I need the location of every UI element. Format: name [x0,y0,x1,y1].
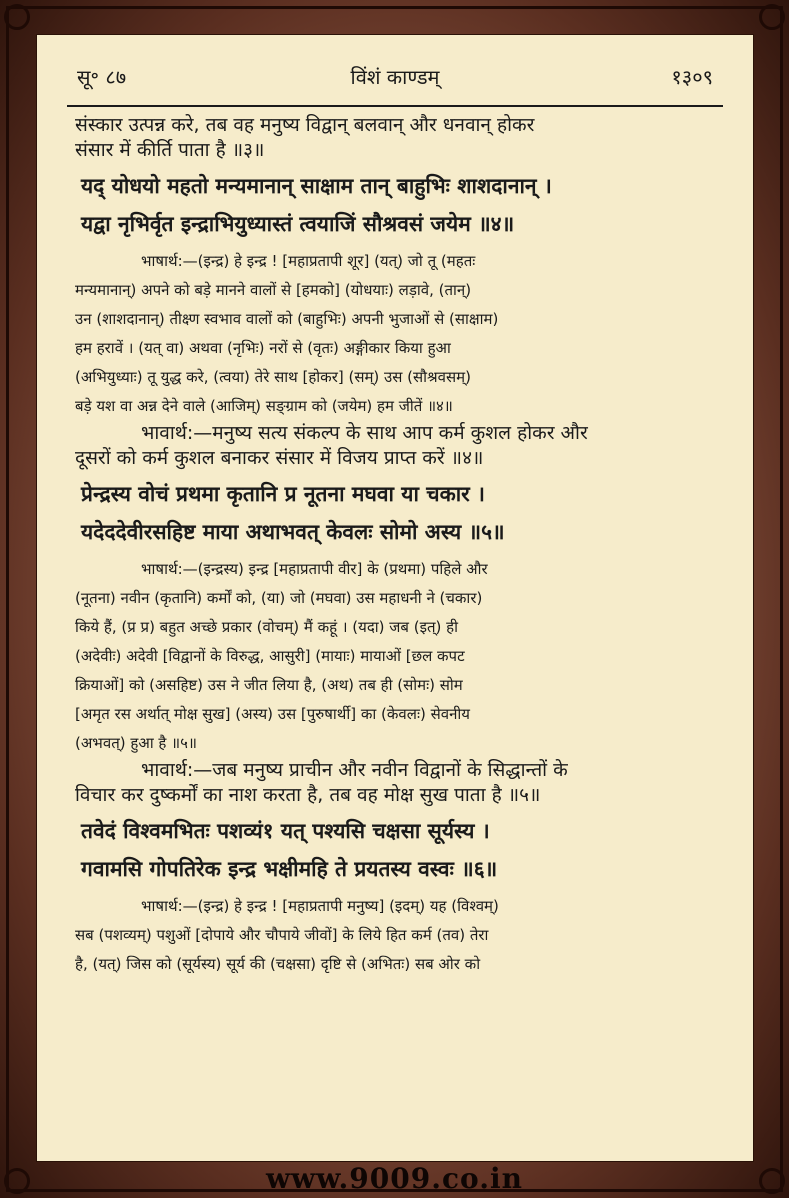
bhasharth-line: हम हरावें । (यत् वा) अथवा (नृभिः) नरों से (वृतः) अङ्गीकार किया हुआ [75,339,451,357]
bhasharth-line: भाषार्थ:—(इन्द्र) हे इन्द्र ! [महाप्रतापी मनुष्य] (इदम्) यह (विश्वम्) [141,897,499,915]
corner-ornament-icon [4,4,30,30]
website-watermark: www.9009.co.in [266,1162,523,1195]
corner-ornament-icon [759,4,785,30]
bhasharth-line: उन (शाशदानान्) तीक्ष्ण स्वभाव वालों को (बाहुभिः) अपनी भुजाओं से (साक्षाम) [75,310,499,328]
bhasharth-line: भाषार्थ:—(इन्द्रस्य) इन्द्र [महाप्रतापी वीर] के (प्रथमा) पहिले और [141,560,488,578]
bhavarth-line: भावार्थ:—जब मनुष्य प्राचीन और नवीन विद्वानों के सिद्धान्तों के [141,759,568,781]
bhasharth-line: बड़े यश वा अन्न देने वाले (आजिम्) सङ्ग्राम को (जयेम) हम जीतें ॥४॥ [75,397,453,415]
bhasharth-line: सब (पशव्यम्) पशुओं [दोपाये और चौपाये जीवों] के लिये हित कर्म (तव) तेरा [75,926,489,944]
bhasharth-line: (अभवत्) हुआ है ॥५॥ [75,734,197,752]
verse-line: प्रेन्द्रस्य वोचं प्रथमा कृतानि प्र नूतना मघवा या चकार । [81,482,486,506]
bhasharth-line: (अदेवीः) अदेवी [विद्वानों के विरुद्ध, आसुरी] (मायाः) मायाओं [छल कपट [75,647,465,665]
text-line: संस्कार उत्पन्न करे, तब वह मनुष्य विद्वान् बलवान् और धनवान् होकर [75,114,535,136]
header-rule [67,105,723,107]
text-line: संसार में कीर्ति पाता है ॥३॥ [75,139,265,161]
page [36,34,754,1162]
page-header [77,63,713,95]
bhasharth-line: है, (यत्) जिस को (सूर्यस्य) सूर्य की (चक्षसा) दृष्टि से (अभितः) सब ओर को [75,955,481,973]
page-number: १३०९ [671,65,713,89]
bhasharth-line: किये हैं, (प्र प्र) बहुत अच्छे प्रकार (वोचम्) मैं कहूं । (यदा) जब (इत्) ही [75,618,458,636]
bhavarth-line: भावार्थ:—मनुष्य सत्य संकल्प के साथ आप कर्म कुशल होकर और [141,422,588,444]
verse-line: यद् योधयो महतो मन्यमानान् साक्षाम तान् बाहुभिः शाशदानान् । [81,174,552,198]
bhasharth-line: (नूतना) नवीन (कृतानि) कर्मों को, (या) जो (मघवा) उस महाधनी ने (चकार) [75,589,483,607]
bhasharth-line: क्रियाओं] को (असहिष्ट) उस ने जीत लिया है, (अथ) तब ही (सोमः) सोम [75,676,463,694]
bhasharth-line: मन्यमानान्) अपने को बड़े मानने वालों से [हमको] (योधयाः) लड़ावे, (तान्) [75,281,472,299]
page-content [75,113,723,979]
bhasharth-line: भाषार्थ:—(इन्द्र) हे इन्द्र ! [महाप्रतापी शूर] (यत्) जो तू (महतः [141,252,476,270]
verse-line: यद्वा नृभिर्वृत इन्द्राभियुध्यास्तं त्वयाजिं सौश्रवसं जयेम ॥४॥ [81,212,515,236]
sukta-number: सू॰ ८७ [77,65,127,89]
bhavarth-line: दूसरों को कर्म कुशल बनाकर संसार में विजय प्राप्त करें ॥४॥ [75,447,484,469]
kanda-title: विंशं काण्डम् [350,65,440,89]
bhavarth-line: विचार कर दुष्कर्मों का नाश करता है, तब वह मोक्ष सुख पाता है ॥५॥ [75,784,541,806]
bhasharth-line: (अभियुध्याः) तू युद्ध करे, (त्वया) तेरे साथ [होकर] (सम्) उस (सौश्रवसम्) [75,368,471,386]
bhasharth-line: [अमृत रस अर्थात् मोक्ष सुख] (अस्य) उस [पुरुषार्थी] का (केवलः) सेवनीय [75,705,470,723]
verse-line: गवामसि गोपतिरेक इन्द्र भक्षीमहि ते प्रयतस्य वस्वः ॥६॥ [81,857,498,881]
verse-line: तवेदं विश्वमभितः पशव्यं१ यत् पश्यसि चक्षसा सूर्यस्य । [81,819,490,843]
verse-line: यदेददेवीरसहिष्ट माया अथाभवत् केवलः सोमो अस्य ॥५॥ [81,520,505,544]
